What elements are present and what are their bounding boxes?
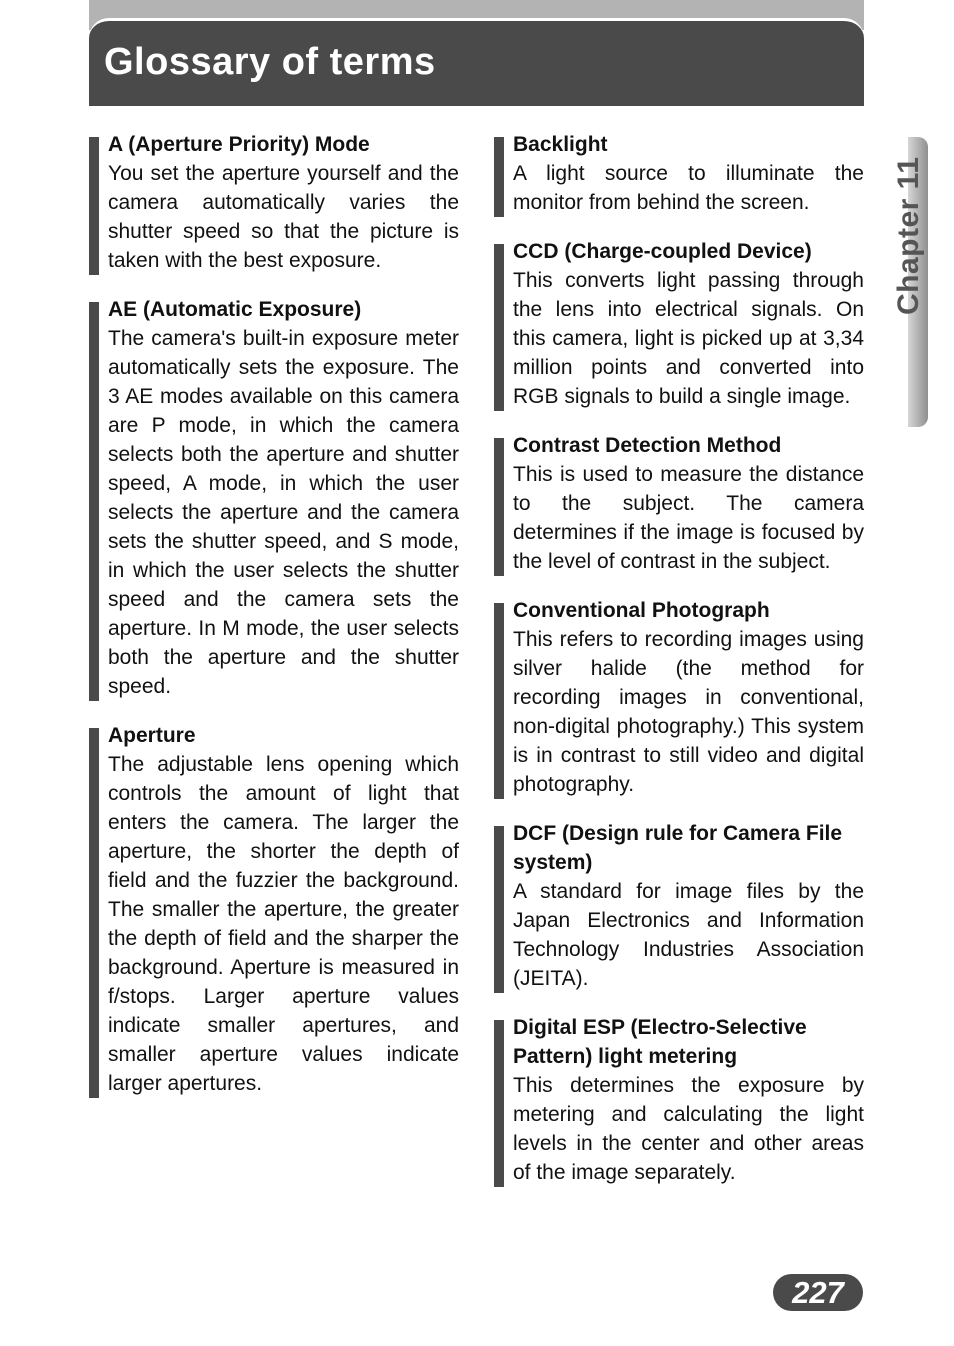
glossary-entry (494, 431, 864, 576)
glossary-term: Conventional Photograph (513, 599, 770, 622)
glossary-term: Backlight (513, 133, 608, 156)
glossary-left-column (89, 130, 459, 1118)
chapter-label: Chapter 11 (892, 156, 925, 315)
title-bar (89, 18, 864, 106)
glossary-entry (494, 130, 864, 217)
glossary-term: DCF (Design rule for Camera File system) (513, 822, 843, 874)
glossary-term: Contrast Detection Method (513, 434, 782, 457)
page-number: 227 (773, 1274, 863, 1311)
glossary-entry (494, 596, 864, 799)
glossary-term: CCD (Charge-coupled Device) (513, 240, 812, 263)
glossary-entry (89, 721, 459, 1098)
glossary-definition: You set the aperture yourself and the camera automatically varies the shutter speed so that the picture is taken with the best exposure. (108, 162, 459, 272)
glossary-right-column (494, 130, 864, 1207)
glossary-entry (494, 1013, 864, 1187)
glossary-definition: This is used to measure the distance to the subject. The camera determines if the image is focused by the level of contrast in the subject. (513, 463, 864, 573)
glossary-entry (89, 295, 459, 701)
glossary-entry (89, 130, 459, 275)
glossary-definition: This converts light passing through the lens into electrical signals. On this camera, light is picked up at 3,34 million points and converted into RGB signals to build a single image. (513, 269, 864, 408)
glossary-definition: A standard for image files by the Japan Electronics and Information Technology Industries Association (JEITA). (513, 880, 864, 990)
glossary-entry (494, 819, 864, 993)
glossary-term: A (Aperture Priority) Mode (108, 133, 370, 156)
glossary-definition: The adjustable lens opening which controls the amount of light that enters the camera. The larger the aperture, the shorter the depth of field and the fuzzier the background. The smaller the aperture, the greater the depth of field and the sharper the background. Aperture is measured in f/stops. Larger aperture values indicate smaller apertures, and smaller aperture values indicate larger apertures. (108, 753, 459, 1095)
glossary-term: Aperture (108, 724, 196, 747)
page-title: Glossary of terms (104, 41, 436, 83)
glossary-definition: A light source to illuminate the monitor from behind the screen. (513, 162, 864, 214)
glossary-definition: This refers to recording images using silver halide (the method for recording images in conventional, non-digital photography.) This system is in contrast to still video and digital photography. (513, 628, 864, 796)
glossary-definition: The camera's built-in exposure meter automatically sets the exposure. The 3 AE modes available on this camera are P mode, in which the camera selects both the aperture and shutter speed, A mode, in which the user selects the aperture and the camera sets the shutter speed, and S mode, in which the user selects the shutter speed and the camera sets the aperture. In M mode, the user selects both the aperture and the shutter speed. (108, 327, 459, 698)
glossary-term: Digital ESP (Electro-Selective Pattern) light metering (513, 1016, 807, 1068)
glossary-definition: This determines the exposure by metering and calculating the light levels in the center and other areas of the image separately. (513, 1074, 864, 1184)
glossary-term: AE (Automatic Exposure) (108, 298, 362, 321)
glossary-entry (494, 237, 864, 411)
